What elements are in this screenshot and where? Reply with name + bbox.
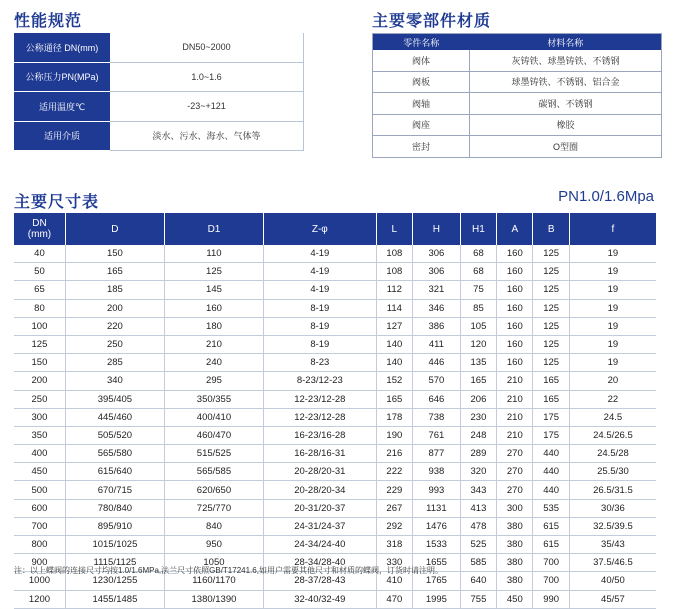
dim-cell: 1655 xyxy=(413,554,461,572)
dim-cell: 306 xyxy=(413,245,461,263)
dim-cell: 380 xyxy=(497,536,533,554)
dim-cell: 450 xyxy=(497,590,533,608)
dim-cell: 4-19 xyxy=(263,281,376,299)
dim-row xyxy=(14,426,656,444)
dim-cell: 8-19 xyxy=(263,317,376,335)
dim-cell: 1115/1125 xyxy=(65,554,164,572)
dim-cell: 990 xyxy=(533,590,569,608)
dim-cell: 350/355 xyxy=(164,390,263,408)
dim-cell: 222 xyxy=(376,463,412,481)
dim-cell: 938 xyxy=(413,463,461,481)
dim-cell: 877 xyxy=(413,445,461,463)
dim-cell: 445/460 xyxy=(65,408,164,426)
dim-cell: 270 xyxy=(497,445,533,463)
dim-cell: 780/840 xyxy=(65,499,164,517)
dim-cell: 478 xyxy=(460,517,496,535)
dim-row xyxy=(14,590,656,608)
part-name-cell: 阀体 xyxy=(373,50,470,71)
dim-cell: 250 xyxy=(14,390,65,408)
dim-cell: 515/525 xyxy=(164,445,263,463)
dim-cell: 585 xyxy=(460,554,496,572)
performance-label: 适用温度℃ xyxy=(14,92,110,122)
dim-header-cell: B xyxy=(533,213,569,245)
dim-cell: 160 xyxy=(164,299,263,317)
dim-cell: 525 xyxy=(460,536,496,554)
dim-cell: 19 xyxy=(569,281,656,299)
dim-cell: 300 xyxy=(14,408,65,426)
dim-cell: 40/50 xyxy=(569,572,656,590)
dim-cell: 1050 xyxy=(164,554,263,572)
dim-cell: 640 xyxy=(460,572,496,590)
dim-row xyxy=(14,372,656,390)
dim-header-cell: D xyxy=(65,213,164,245)
dim-cell: 230 xyxy=(460,408,496,426)
dim-cell: 800 xyxy=(14,536,65,554)
dim-cell: 738 xyxy=(413,408,461,426)
dim-cell: 65 xyxy=(14,281,65,299)
dim-cell: 12-23/12-28 xyxy=(263,390,376,408)
dim-cell: 1131 xyxy=(413,499,461,517)
dim-header-cell: H1 xyxy=(460,213,496,245)
performance-row xyxy=(14,121,304,151)
performance-label: 适用介质 xyxy=(14,121,110,151)
dim-row xyxy=(14,245,656,263)
dim-cell: 270 xyxy=(497,463,533,481)
dim-header-cell: H xyxy=(413,213,461,245)
dim-row xyxy=(14,299,656,317)
dim-row xyxy=(14,463,656,481)
parts-row xyxy=(373,93,662,115)
part-name-cell: 阀板 xyxy=(373,71,470,93)
dim-cell: 160 xyxy=(497,263,533,281)
dim-cell: 895/910 xyxy=(65,517,164,535)
dim-cell: 535 xyxy=(533,499,569,517)
dim-cell: 440 xyxy=(533,445,569,463)
dim-cell: 125 xyxy=(533,317,569,335)
dim-header-cell: Z-φ xyxy=(263,213,376,245)
dim-cell: 410 xyxy=(376,572,412,590)
dim-cell: 318 xyxy=(376,536,412,554)
dim-cell: 460/470 xyxy=(164,426,263,444)
dim-cell: 178 xyxy=(376,408,412,426)
performance-value: 淡水、污水、海水、气体等 xyxy=(110,121,304,151)
dim-cell: 24-34/24-40 xyxy=(263,536,376,554)
dim-cell: 8-19 xyxy=(263,335,376,353)
dim-cell: 108 xyxy=(376,245,412,263)
dim-cell: 4-19 xyxy=(263,263,376,281)
dim-row xyxy=(14,499,656,517)
dim-cell: 25.5/30 xyxy=(569,463,656,481)
dim-cell: 8-19 xyxy=(263,299,376,317)
dim-cell: 1015/1025 xyxy=(65,536,164,554)
part-material-cell: 球墨铸铁、不锈钢、铝合金 xyxy=(470,71,662,93)
performance-value: DN50~2000 xyxy=(110,33,304,62)
dim-cell: 210 xyxy=(497,390,533,408)
dim-cell: 140 xyxy=(376,354,412,372)
dim-cell: 700 xyxy=(533,572,569,590)
dim-header-cell: D1 xyxy=(164,213,263,245)
dim-header-cell: L xyxy=(376,213,412,245)
dim-cell: 250 xyxy=(65,335,164,353)
dim-cell: 320 xyxy=(460,463,496,481)
dim-cell: 26.5/31.5 xyxy=(569,481,656,499)
dim-cell: 216 xyxy=(376,445,412,463)
dim-cell: 32-40/32-49 xyxy=(263,590,376,608)
dim-cell: 446 xyxy=(413,354,461,372)
part-name-cell: 阀轴 xyxy=(373,93,470,115)
dim-cell: 1160/1170 xyxy=(164,572,263,590)
dim-row xyxy=(14,481,656,499)
dim-cell: 160 xyxy=(497,317,533,335)
dim-cell: 185 xyxy=(65,281,164,299)
dim-cell: 440 xyxy=(533,463,569,481)
dim-cell: 400 xyxy=(14,445,65,463)
dim-cell: 160 xyxy=(497,335,533,353)
dim-cell: 210 xyxy=(497,426,533,444)
performance-value: 1.0~1.6 xyxy=(110,62,304,92)
dim-cell: 206 xyxy=(460,390,496,408)
dim-row xyxy=(14,317,656,335)
dim-cell: 700 xyxy=(14,517,65,535)
dim-header-cell: DN (mm) xyxy=(14,213,65,245)
dim-cell: 350 xyxy=(14,426,65,444)
performance-label: 公称压力PN(MPa) xyxy=(14,62,110,92)
dim-cell: 210 xyxy=(497,408,533,426)
dim-cell: 19 xyxy=(569,354,656,372)
dim-cell: 615 xyxy=(533,536,569,554)
dim-cell: 80 xyxy=(14,299,65,317)
dimensions-table xyxy=(14,213,656,609)
dim-cell: 85 xyxy=(460,299,496,317)
dim-cell: 240 xyxy=(164,354,263,372)
dim-cell: 145 xyxy=(164,281,263,299)
dim-cell: 35/43 xyxy=(569,536,656,554)
dim-header-cell: f xyxy=(569,213,656,245)
dim-cell: 248 xyxy=(460,426,496,444)
dim-cell: 108 xyxy=(376,263,412,281)
dim-cell: 1380/1390 xyxy=(164,590,263,608)
dim-cell: 900 xyxy=(14,554,65,572)
dim-cell: 840 xyxy=(164,517,263,535)
part-material-cell: O型圈 xyxy=(470,136,662,158)
dim-cell: 450 xyxy=(14,463,65,481)
dim-cell: 20 xyxy=(569,372,656,390)
dim-cell: 993 xyxy=(413,481,461,499)
dim-row xyxy=(14,263,656,281)
dim-cell: 28-37/28-43 xyxy=(263,572,376,590)
dim-cell: 125 xyxy=(533,335,569,353)
dim-cell: 670/715 xyxy=(65,481,164,499)
dim-cell: 615 xyxy=(533,517,569,535)
dim-cell: 160 xyxy=(497,281,533,299)
dim-cell: 1533 xyxy=(413,536,461,554)
dim-cell: 40 xyxy=(14,245,65,263)
dim-cell: 19 xyxy=(569,245,656,263)
dim-row xyxy=(14,517,656,535)
dim-cell: 267 xyxy=(376,499,412,517)
dim-cell: 16-28/16-31 xyxy=(263,445,376,463)
dim-cell: 28-34/28-40 xyxy=(263,554,376,572)
dim-cell: 20-28/20-34 xyxy=(263,481,376,499)
dim-cell: 210 xyxy=(497,372,533,390)
dim-cell: 24.5 xyxy=(569,408,656,426)
dim-cell: 152 xyxy=(376,372,412,390)
dim-cell: 229 xyxy=(376,481,412,499)
dim-cell: 725/770 xyxy=(164,499,263,517)
dim-cell: 4-19 xyxy=(263,245,376,263)
dim-cell: 19 xyxy=(569,263,656,281)
dim-cell: 125 xyxy=(14,335,65,353)
dim-cell: 112 xyxy=(376,281,412,299)
dim-cell: 22 xyxy=(569,390,656,408)
part-name-cell: 阀座 xyxy=(373,114,470,136)
dim-cell: 500 xyxy=(14,481,65,499)
dim-cell: 175 xyxy=(533,408,569,426)
dim-cell: 32.5/39.5 xyxy=(569,517,656,535)
dim-cell: 1476 xyxy=(413,517,461,535)
dim-cell: 200 xyxy=(14,372,65,390)
dimensions-title: 主要尺寸表 xyxy=(14,192,100,211)
dim-cell: 200 xyxy=(65,299,164,317)
dim-cell: 20-31/20-37 xyxy=(263,499,376,517)
dim-cell: 165 xyxy=(533,390,569,408)
dim-cell: 395/405 xyxy=(65,390,164,408)
dim-cell: 413 xyxy=(460,499,496,517)
dim-cell: 75 xyxy=(460,281,496,299)
dim-cell: 761 xyxy=(413,426,461,444)
dim-cell: 570 xyxy=(413,372,461,390)
dim-cell: 100 xyxy=(14,317,65,335)
dim-cell: 120 xyxy=(460,335,496,353)
parts-row xyxy=(373,50,662,71)
dim-cell: 646 xyxy=(413,390,461,408)
parts-row xyxy=(373,71,662,93)
dim-cell: 565/585 xyxy=(164,463,263,481)
dim-cell: 8-23/12-23 xyxy=(263,372,376,390)
parts-row xyxy=(373,114,662,136)
dim-cell: 565/580 xyxy=(65,445,164,463)
dim-cell: 1995 xyxy=(413,590,461,608)
dim-cell: 615/640 xyxy=(65,463,164,481)
part-material-cell: 碳钢、不锈钢 xyxy=(470,93,662,115)
part-name-cell: 密封 xyxy=(373,136,470,158)
dim-cell: 1200 xyxy=(14,590,65,608)
dim-cell: 295 xyxy=(164,372,263,390)
dim-cell: 24.5/28 xyxy=(569,445,656,463)
performance-table xyxy=(14,33,304,151)
dim-cell: 125 xyxy=(533,299,569,317)
dim-cell: 386 xyxy=(413,317,461,335)
dim-cell: 505/520 xyxy=(65,426,164,444)
dim-cell: 125 xyxy=(533,281,569,299)
dim-cell: 105 xyxy=(460,317,496,335)
dim-cell: 440 xyxy=(533,481,569,499)
dim-cell: 19 xyxy=(569,335,656,353)
dim-cell: 150 xyxy=(14,354,65,372)
parts-title: 主要零部件材质 xyxy=(372,11,492,30)
dim-cell: 210 xyxy=(164,335,263,353)
dim-cell: 24.5/26.5 xyxy=(569,426,656,444)
dim-cell: 125 xyxy=(533,245,569,263)
parts-header-material: 材料名称 xyxy=(470,34,662,51)
dim-cell: 700 xyxy=(533,554,569,572)
dim-cell: 380 xyxy=(497,572,533,590)
dim-cell: 8-23 xyxy=(263,354,376,372)
dim-cell: 125 xyxy=(533,354,569,372)
dim-cell: 175 xyxy=(533,426,569,444)
dim-cell: 165 xyxy=(460,372,496,390)
part-material-cell: 橡胶 xyxy=(470,114,662,136)
performance-row xyxy=(14,92,304,122)
dim-cell: 165 xyxy=(65,263,164,281)
dim-cell: 400/410 xyxy=(164,408,263,426)
dim-cell: 125 xyxy=(533,263,569,281)
footnote: 注：以上蝶阀的连接尺寸均按1.0/1.6MPa,法兰尺寸依照GB/T17241.6,如用户需要其他尺寸和材质的蝶阀，订货时请注明。 xyxy=(14,566,443,575)
dim-cell: 1455/1485 xyxy=(65,590,164,608)
dim-cell: 110 xyxy=(164,245,263,263)
performance-row xyxy=(14,33,304,62)
dim-cell: 285 xyxy=(65,354,164,372)
dim-cell: 37.5/46.5 xyxy=(569,554,656,572)
dim-cell: 300 xyxy=(497,499,533,517)
dim-cell: 950 xyxy=(164,536,263,554)
dim-cell: 321 xyxy=(413,281,461,299)
dim-row xyxy=(14,335,656,353)
dim-cell: 289 xyxy=(460,445,496,463)
dim-cell: 411 xyxy=(413,335,461,353)
dim-cell: 127 xyxy=(376,317,412,335)
dim-cell: 330 xyxy=(376,554,412,572)
dim-header-cell: A xyxy=(497,213,533,245)
dim-cell: 140 xyxy=(376,335,412,353)
dim-row xyxy=(14,354,656,372)
dim-row xyxy=(14,281,656,299)
dim-cell: 24-31/24-37 xyxy=(263,517,376,535)
dim-cell: 343 xyxy=(460,481,496,499)
dim-cell: 600 xyxy=(14,499,65,517)
dim-cell: 190 xyxy=(376,426,412,444)
dim-cell: 755 xyxy=(460,590,496,608)
dim-cell: 19 xyxy=(569,317,656,335)
dim-cell: 620/650 xyxy=(164,481,263,499)
parts-row xyxy=(373,136,662,158)
dim-cell: 135 xyxy=(460,354,496,372)
dim-cell: 346 xyxy=(413,299,461,317)
dim-cell: 470 xyxy=(376,590,412,608)
dim-cell: 1230/1255 xyxy=(65,572,164,590)
dim-cell: 160 xyxy=(497,354,533,372)
dim-row xyxy=(14,390,656,408)
dim-row xyxy=(14,408,656,426)
dim-cell: 380 xyxy=(497,517,533,535)
dim-cell: 125 xyxy=(164,263,263,281)
performance-value: -23~+121 xyxy=(110,92,304,122)
dim-cell: 20-28/20-31 xyxy=(263,463,376,481)
dim-cell: 150 xyxy=(65,245,164,263)
dim-cell: 68 xyxy=(460,245,496,263)
dim-cell: 68 xyxy=(460,263,496,281)
part-material-cell: 灰铸铁、球墨铸铁、不锈钢 xyxy=(470,50,662,71)
dim-cell: 165 xyxy=(376,390,412,408)
dim-cell: 270 xyxy=(497,481,533,499)
dim-cell: 165 xyxy=(533,372,569,390)
parts-header-name: 零件名称 xyxy=(373,34,470,51)
parts-material-table xyxy=(372,33,662,158)
dim-cell: 160 xyxy=(497,245,533,263)
dim-cell: 306 xyxy=(413,263,461,281)
dim-cell: 1000 xyxy=(14,572,65,590)
performance-row xyxy=(14,62,304,92)
dim-cell: 160 xyxy=(497,299,533,317)
dim-cell: 16-23/16-28 xyxy=(263,426,376,444)
dim-row xyxy=(14,536,656,554)
dim-cell: 50 xyxy=(14,263,65,281)
performance-label: 公称通径 DN(mm) xyxy=(14,33,110,62)
dim-cell: 1765 xyxy=(413,572,461,590)
dim-cell: 30/36 xyxy=(569,499,656,517)
dim-cell: 380 xyxy=(497,554,533,572)
dim-cell: 220 xyxy=(65,317,164,335)
dim-cell: 180 xyxy=(164,317,263,335)
dim-cell: 292 xyxy=(376,517,412,535)
performance-title: 性能规范 xyxy=(14,11,83,30)
dim-cell: 19 xyxy=(569,299,656,317)
pressure-rating-label: PN1.0/1.6Mpa xyxy=(558,188,654,205)
dim-cell: 114 xyxy=(376,299,412,317)
dim-cell: 340 xyxy=(65,372,164,390)
dim-cell: 12-23/12-28 xyxy=(263,408,376,426)
dim-row xyxy=(14,445,656,463)
dim-cell: 45/57 xyxy=(569,590,656,608)
